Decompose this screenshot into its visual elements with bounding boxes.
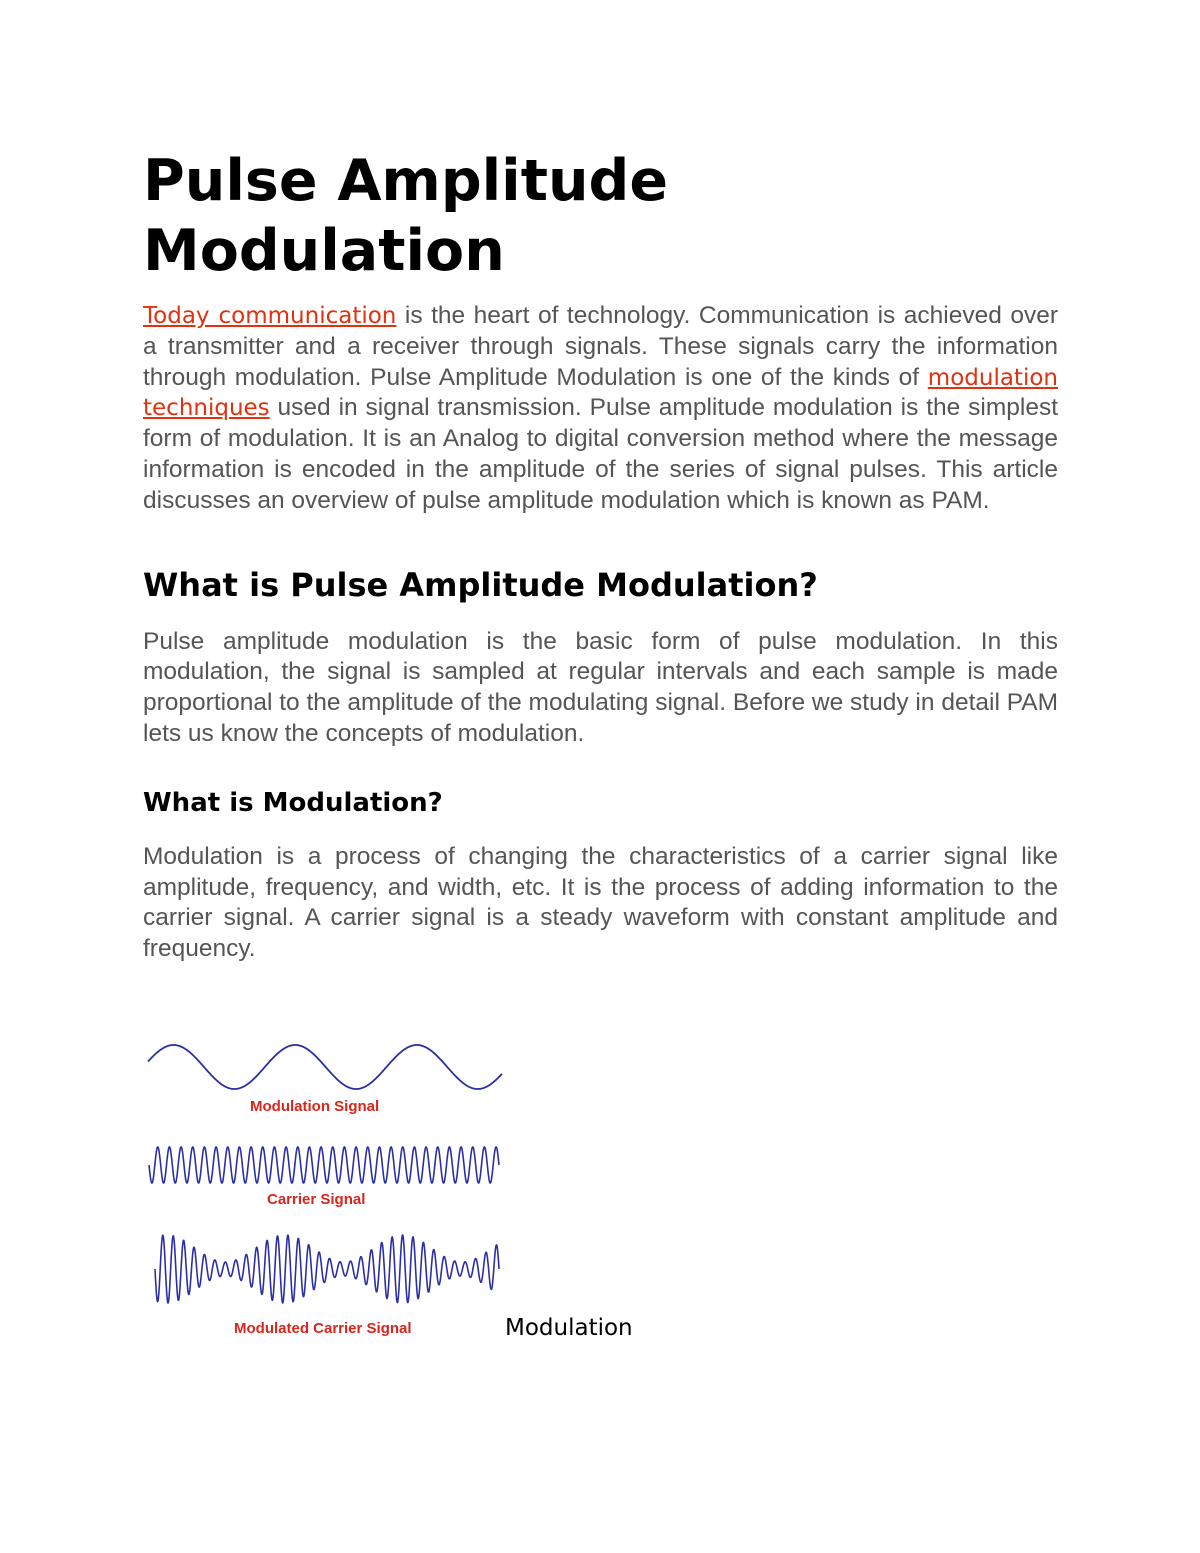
today-communication-link[interactable]: Today communication bbox=[143, 303, 397, 329]
section-heading-what-is-pam: What is Pulse Amplitude Modulation? bbox=[143, 565, 818, 604]
modulated-carrier-signal-label: Modulated Carrier Signal bbox=[234, 1320, 412, 1337]
figure-caption: Modulation bbox=[505, 1315, 633, 1341]
intro-text-part1: is the heart of technology. Communication is achieved over a transmitter and a receiver through signals. These signals carry the information through modulation. Pulse Amplitude Modulation is one of the kinds of bbox=[143, 302, 1058, 391]
page-title bbox=[143, 146, 1058, 286]
modulated-carrier-signal-wave bbox=[155, 1235, 499, 1303]
modulation-signal-wave bbox=[148, 1045, 502, 1089]
intro-text-part2: used in signal transmission. Pulse amplitude modulation is the simplest form of modulation. It is an Analog to digital conversion method where the message information is encoded in the amplitude of the series of signal pulses. This article discusses an overview of pulse amplitude modulation which is known as PAM. bbox=[143, 394, 1058, 514]
page-title-line2: Modulation bbox=[143, 218, 505, 284]
carrier-signal-label: Carrier Signal bbox=[267, 1191, 366, 1208]
section-paragraph-what-is-modulation: Modulation is a process of changing the characteristics of a carrier signal like amplitude, frequency, and width, etc. It is the process of adding information to the carrier signal. A carrier signal is a steady waveform with constant amplitude and frequency. bbox=[143, 842, 1058, 963]
section-paragraph-what-is-pam: Pulse amplitude modulation is the basic form of pulse modulation. In this modulation, the signal is sampled at regular intervals and each sample is made proportional to the amplitude of the modulating signal. Before we study in detail PAM lets us know the concepts of modulation. bbox=[143, 627, 1058, 747]
modulation-techniques-link[interactable]: modulation techniques bbox=[143, 364, 1058, 422]
page-title-line1: Pulse Amplitude bbox=[143, 148, 668, 214]
document-content bbox=[143, 146, 1058, 965]
modulation-figure bbox=[143, 1030, 513, 1350]
modulation-signal-label: Modulation Signal bbox=[250, 1098, 380, 1115]
modulation-figure-svg bbox=[143, 1030, 513, 1350]
intro-paragraph bbox=[143, 301, 1058, 517]
section-heading-what-is-modulation: What is Modulation? bbox=[143, 787, 443, 818]
carrier-signal-wave bbox=[149, 1147, 499, 1183]
